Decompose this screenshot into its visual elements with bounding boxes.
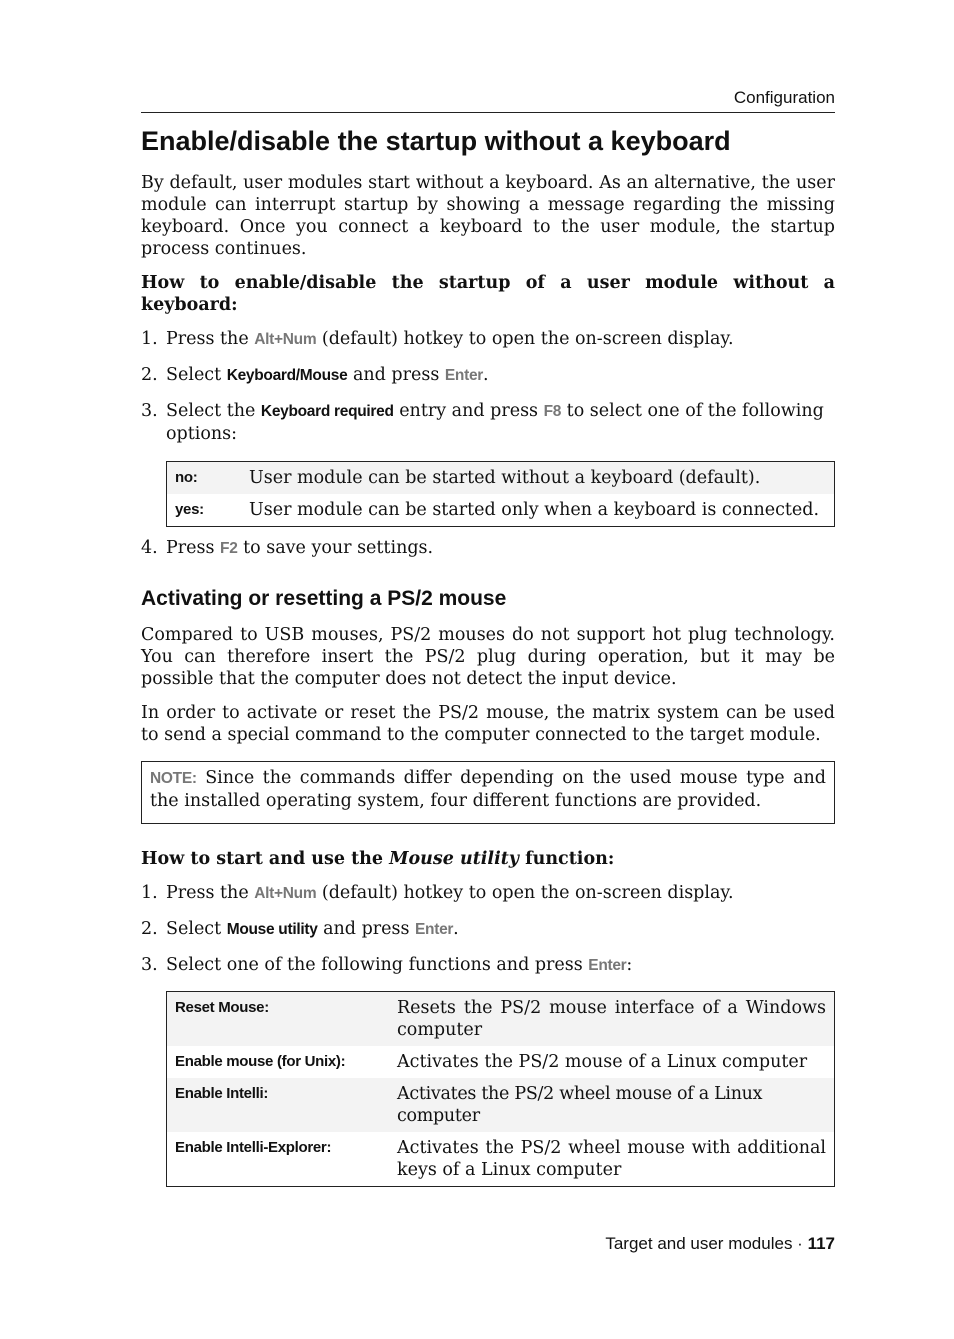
key-label: Enter — [444, 367, 483, 384]
howto-heading-mouse: How to start and use the Mouse utility function: — [141, 849, 615, 869]
step-item: 3. Select one of the following functions and press Enter: — [141, 955, 633, 975]
menu-item-label: Mouse utility — [226, 921, 318, 938]
running-header: Configuration — [733, 88, 835, 107]
function-label: Reset Mouse: — [167, 992, 390, 1047]
step-item: 4. Press F2 to save your settings. — [141, 538, 434, 558]
menu-item-label: Keyboard/Mouse — [226, 367, 348, 384]
steps-list-keyboard-cont — [141, 537, 835, 560]
ps2-paragraph-1: Compared to USB mouses, PS/2 mouses do not support hot plug technology. You can therefore insert the PS/2 plug during operation, but it may be possible that the computer does not detect the input device. — [141, 625, 835, 689]
note-label: NOTE: — [150, 770, 197, 787]
table-row — [167, 494, 835, 527]
function-description: Activates the PS/2 wheel mouse of a Linux computer — [389, 1078, 835, 1132]
menu-entry-label: Keyboard required — [260, 403, 394, 420]
page-footer — [141, 1234, 835, 1254]
table-row — [167, 1132, 835, 1187]
page-content — [141, 124, 835, 1187]
table-row — [167, 1078, 835, 1132]
note-text: Since the commands differ depending on the used mouse type and the installed operating system, four different functions are provided. — [150, 768, 826, 811]
table-row — [167, 1046, 835, 1078]
table-row — [167, 992, 835, 1047]
steps-list-keyboard — [141, 328, 835, 445]
function-description: Resets the PS/2 mouse interface of a Windows computer — [389, 992, 835, 1047]
table-row — [167, 462, 835, 495]
step-item: 2. Select Mouse utility and press Enter. — [141, 919, 459, 939]
function-description: Activates the PS/2 mouse of a Linux computer — [397, 1052, 808, 1072]
howto-heading-keyboard: How to enable/disable the startup of a user module without a keyboard: — [141, 273, 835, 315]
key-label: F8 — [543, 403, 562, 420]
option-label: yes: — [175, 501, 204, 518]
option-label: no: — [167, 462, 242, 495]
option-description: User module can be started only when a keyboard is connected. — [249, 500, 820, 520]
step-item: 1. Press the Alt+Num (default) hotkey to open the on-screen display. — [141, 883, 734, 903]
section-title-keyboard-startup: Enable/disable the startup without a keyboard — [141, 126, 731, 156]
step-item: 2. Select Keyboard/Mouse and press Enter. — [141, 365, 489, 385]
function-label: Enable mouse (for Unix): — [175, 1053, 346, 1070]
function-label: Enable Intelli: — [167, 1078, 390, 1132]
header-rule — [141, 112, 835, 113]
option-description: User module can be started without a keyboard (default). — [241, 462, 835, 495]
key-label: F2 — [220, 540, 238, 557]
keyboard-options-table — [166, 461, 835, 527]
hotkey-label: Alt+Num — [254, 885, 317, 902]
intro-paragraph: By default, user modules start without a keyboard. As an alternative, the user module can interrupt startup by showing a message regarding the missing keyboard. Once you connect a keyboard to the user module, the startup process continues. — [141, 173, 835, 259]
key-label: Enter — [415, 921, 454, 938]
note-box — [141, 761, 835, 824]
footer-chapter: Target and user modules · — [605, 1234, 808, 1253]
key-label: Enter — [588, 957, 627, 974]
step-item: 1. Press the Alt+Num (default) hotkey to open the on-screen display. — [141, 329, 734, 349]
hotkey-label: Alt+Num — [254, 331, 317, 348]
section-title-ps2-mouse: Activating or resetting a PS/2 mouse — [141, 587, 507, 610]
step-item: 3. Select the Keyboard required entry and press F8 to select one of the following options: — [141, 401, 824, 444]
page-number: 117 — [807, 1234, 835, 1253]
function-description: Activates the PS/2 wheel mouse with additional keys of a Linux computer — [397, 1138, 826, 1180]
ps2-paragraph-2: In order to activate or reset the PS/2 mouse, the matrix system can be used to send a special command to the computer connected to the target module. — [141, 703, 835, 745]
steps-list-mouse — [141, 882, 835, 977]
mouse-functions-table — [166, 991, 835, 1187]
function-label: Enable Intelli-Explorer: — [175, 1139, 332, 1156]
